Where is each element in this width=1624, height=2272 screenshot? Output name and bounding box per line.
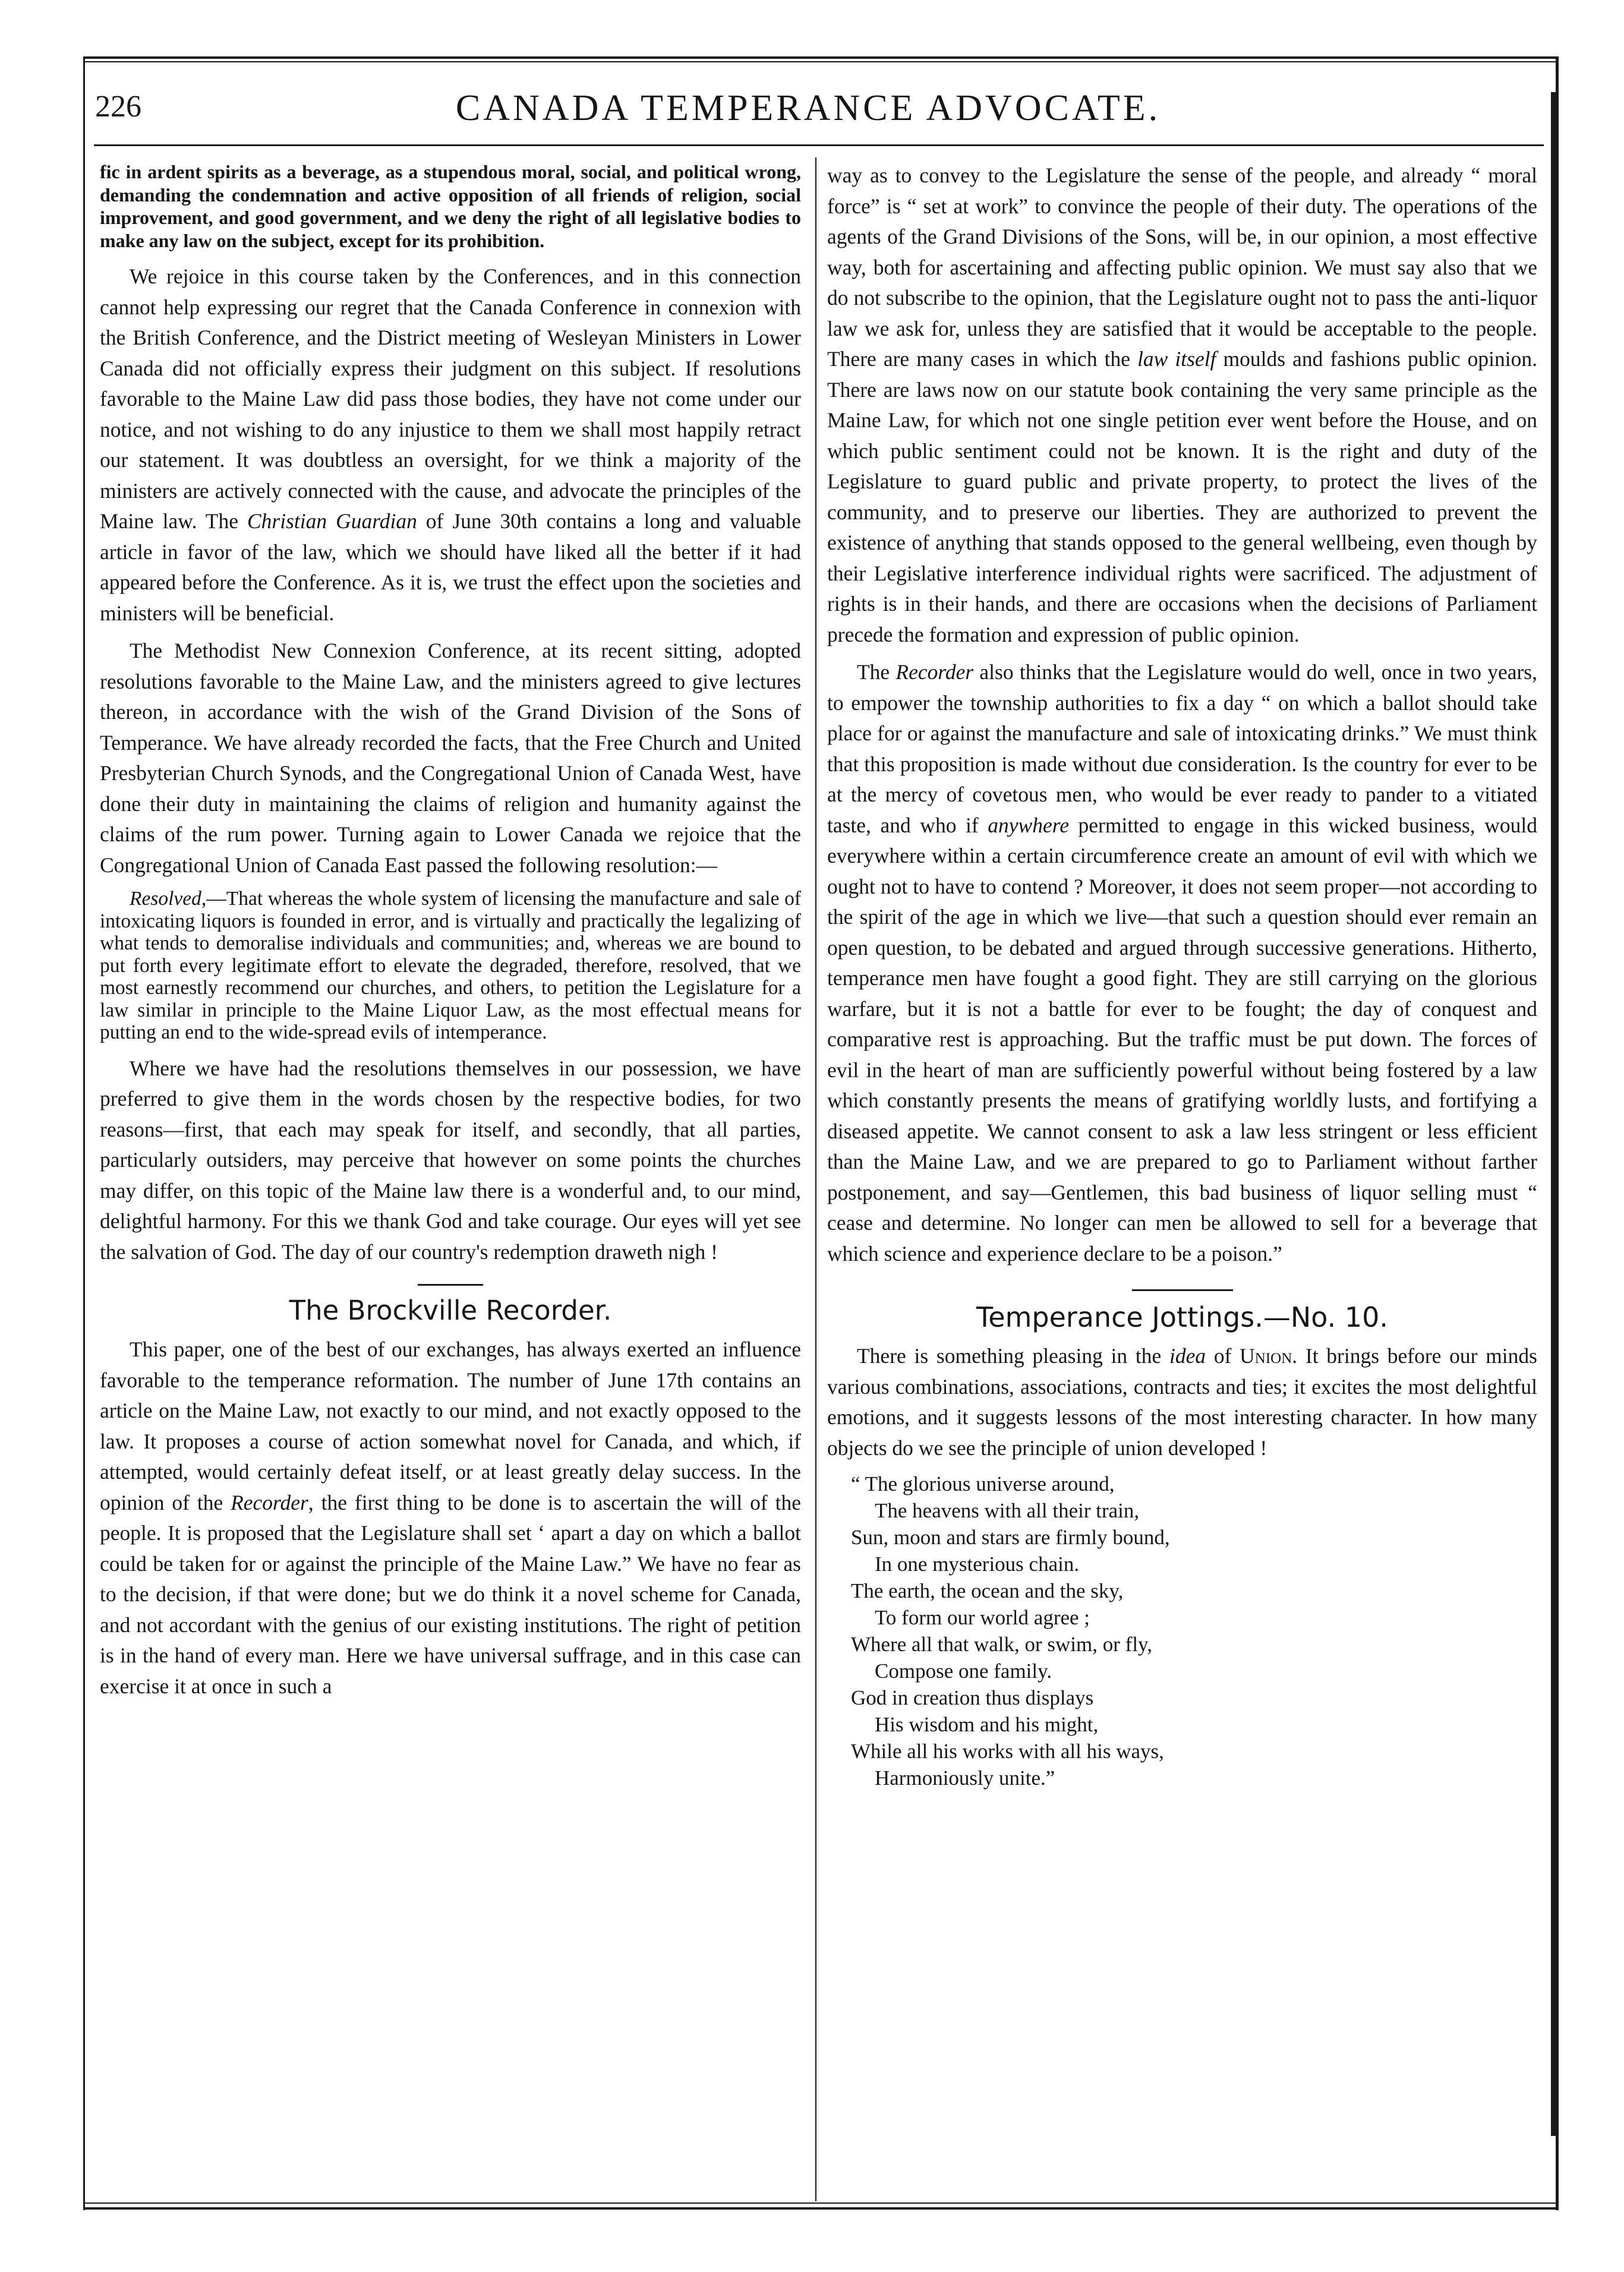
resolution-continuation: fic in ardent spirits as a beverage, as a stupendous moral, social, and political wrong, demanding the condemnation and active opposition of all friends of religion, social improvement, and good government, and we deny the right of all legislative bodies to make any law on the subject, except for its prohibition. — [100, 161, 801, 251]
jottings-text-a: There is something pleasing in the — [857, 1344, 1169, 1368]
jottings-text-c: . It brings before our minds various combinations, associations, contracts and ties; it excites the most delightful emotions, and it suggests lessons of the most interesting character. In how many objects do we see the principle of union developed ! — [827, 1344, 1537, 1460]
resolved-word: Resolved, — [130, 888, 207, 910]
poem-line: Harmoniously unite.” — [875, 1766, 1055, 1790]
recorder-word-right: Recorder — [895, 660, 974, 684]
newspaper-title: CANADA TEMPERANCE ADVOCATE. — [455, 88, 1161, 128]
right-paragraph-2 — [827, 657, 1537, 1269]
section-separator-right — [1132, 1289, 1233, 1291]
right-text-c: The — [857, 660, 896, 684]
recorder-word: Recorder — [231, 1490, 308, 1514]
jottings-text-b: of — [1206, 1344, 1240, 1368]
law-itself-word: law itself — [1137, 347, 1216, 371]
bottom-border-rule-inner — [83, 2202, 1557, 2204]
poem-line: In one mysterious chain. — [875, 1552, 1080, 1576]
idea-word: idea — [1169, 1344, 1206, 1368]
poem-line: To form our world agree ; — [875, 1606, 1090, 1629]
brockville-paragraph — [100, 1334, 801, 1702]
resolved-text: —That whereas the whole system of licensing the manufacture and sale of intoxicating liquors is founded in error, and is virtually and practically the legalizing of what tends to demoralise individuals and communities; and, whereas we are bound to put forth every legitimate effort to elevate the degraded, therefore, resolved, that we most earnestly recommend our churches, and others, to petition the Legislature for a law similar in principle to the Maine Liquor Law, as the most effectual means for putting an end to the wide-spread evils of intemperance. — [100, 888, 801, 1043]
resolved-paragraph — [100, 888, 801, 1044]
conferences-paragraph — [100, 261, 801, 629]
right-border-rule-thick — [1551, 92, 1556, 2136]
guardian-text: of June 30th contains a long and valuable article in favor of the law, which we should have liked all the better if it had appeared before the Conference. As it is, we trust the effect upon the societies and ministers will be beneficial. — [100, 509, 801, 625]
methodist-paragraph: The Methodist New Connexion Conference, at its recent sitting, adopted resolutions favorable to the Maine Law, and the ministers agreed to give lectures thereon, in accordance with the wish of the Grand Division of the Sons of Temperance. We have already recorded the facts, that the Free Church and United Presbyterian Church Synods, and the Congregational Union of Canada West, have done their duty in maintaining the claims of religion and humanity against the claims of the rum power. Turning again to Lower Canada we rejoice that the Congregational Union of Canada East passed the following resolution:— — [100, 639, 801, 877]
brockville-text-b: , the first thing to be done is to ascertain the will of the people. It is proposed that the Legislature shall set ‘ apart a day on which a ballot could be taken for or against the principle of the Maine Law.” We have no fear as to the decision, if that were done; but we do think it a novel scheme for Canada, and not accordant with the genius of our existing institutions. The right of petition is in the hand of every man. Here we have universal suffrage, and in this case can exercise it at once in such a — [100, 1490, 802, 1698]
poem-line: The heavens with all their train, — [875, 1499, 1140, 1522]
temperance-jottings-heading: Temperance Jottings.—No. 10. — [976, 1301, 1388, 1333]
right-text-a: way as to convey to the Legislature the sense of the people, and already “ moral force” is “ set at work” to convince the people of their duty. The operations of the agents of the Grand Divisions of the Sons, will be, in our opinion, a most effective way, both for ascertaining and affecting public opinion. We must say also that we do not subscribe to the opinion, that the Legislature ought not to pass the anti-liquor law we ask for, unless they are satisfied that it would be acceptable to the people. There are many cases in which the — [827, 163, 1537, 371]
anywhere-word: anywhere — [988, 813, 1069, 837]
top-border-rule — [83, 56, 1557, 59]
bottom-border-rule — [83, 2207, 1557, 2210]
poem-line: Sun, moon and stars are firmly bound, — [851, 1526, 1170, 1549]
conferences-text: We rejoice in this course taken by the Conferences, and in this connection cannot help expressing our regret that the Canada Conference in connexion with the British Conference, and the District meeting of Wesleyan Ministers in Lower Canada did not officially express their judgment on this subject. If resolutions favorable to the Maine Law did pass those bodies, they have not come under our notice, and not wishing to do any injustice to them we shall most happily retract our statement. It was doubtless an oversight, for we think a majority of the ministers are actively connected with the cause, and advocate the principles of the Maine law. The — [100, 264, 801, 533]
right-column — [827, 160, 1537, 1791]
christian-guardian-title: Christian Guardian — [247, 509, 417, 533]
poem-line: “ The glorious universe around, — [851, 1472, 1115, 1495]
brockville-recorder-heading: The Brockville Recorder. — [289, 1295, 612, 1326]
possession-paragraph: Where we have had the resolutions themselves in our possession, we have preferred to give them in the words chosen by the respective bodies, for two reasons—first, that each may speak for itself, and secondly, that all parties, particularly outsiders, may perceive that however on some points the churches may differ, on this topic of the Maine law there is a wonderful and, to our mind, delightful harmony. For this we thank God and take courage. Our eyes will yet see the salvation of God. The day of our country's redemption draweth nigh ! — [100, 1056, 801, 1264]
poem-line: The earth, the ocean and the sky, — [851, 1579, 1124, 1602]
jottings-paragraph — [827, 1341, 1537, 1463]
top-border-rule-inner — [83, 61, 1557, 62]
right-text-d: also thinks that the Legislature would do well, once in two years, to empower the township authorities to fix a day “ on which a ballot should take place for or against the manufacture and sale of intoxicating drinks.” We must think that this proposition is made without due consideration. Is the country for ever to be at the mercy of covetous men, who would be ever ready to pander to a vitiated taste, and who if — [827, 660, 1537, 837]
poem-line: God in creation thus displays — [851, 1686, 1094, 1709]
column-divider — [815, 157, 816, 2201]
newspaper-page — [83, 56, 1569, 2234]
page-number: 226 — [95, 90, 141, 124]
section-separator — [418, 1284, 483, 1286]
poem-line: His wisdom and his might, — [875, 1713, 1099, 1736]
right-text-b: moulds and fashions public opinion. There are laws now on our statute book containing the very same principle as the Maine Law, for which not one single petition ever went before the House, and on which public sentiment could not be known. It is the right and duty of the Legislature to guard public and private property, to protect the lives of the community, and to preserve our liberties. They are authorized to prevent the existence of anything that stands opposed to the general wellbeing, even though by their Legislative interference individual rights were sacrificed. The adjustment of rights is in their hands, and there are occasions when the decisions of Parliament precede the formation and expression of public opinion. — [827, 347, 1537, 646]
header-rule — [94, 144, 1544, 146]
poem-line: Where all that walk, or swim, or fly, — [851, 1633, 1153, 1656]
union-word: Union — [1240, 1344, 1292, 1368]
brockville-text-a: This paper, one of the best of our exchanges, has always exerted an influence favorable to the temperance reformation. The number of June 17th contains an article on the Maine Law, not exactly to our mind, and not exactly opposed to the law. It proposes a course of action somewhat novel for Canada, and which, if attempted, would certainly defeat itself, or at least greatly delay success. In the opinion of the — [100, 1337, 801, 1514]
left-column — [100, 160, 801, 1709]
poem-line: While all his works with all his ways, — [851, 1740, 1164, 1763]
right-text-e: permitted to engage in this wicked business, would everywhere within a certain circumference create an amount of evil with which we ought not to have to contend ? Moreover, it does not seem proper—not according to the spirit of the age in which we live—that such a question should ever remain an open question, to be debated and argued through successive generations. Hitherto, temperance men have fought a good fight. They are still carrying on the glorious warfare, but it is not a battle for ever to be fought; the day of conquest and comparative rest is approaching. But the traffic must be put down. The forces of evil in the heart of man are sufficiently powerful without being fostered by a law which constantly presents the means of gratifying worldly lusts, and fortifying a diseased appetite. We cannot consent to ask a law less stringent or less efficient than the Maine Law, and we are prepared to go to Parliament without farther postponement, and say—Gentlemen, this bad business of liquor selling must “ cease and determine. No longer can men be allowed to sell for a beverage that which science and experience declare to be a poison.” — [827, 813, 1537, 1266]
left-border-rule — [83, 56, 85, 2210]
poem-line: Compose one family. — [875, 1659, 1052, 1683]
right-border-rule — [1556, 56, 1559, 2210]
right-paragraph-1 — [827, 160, 1537, 650]
poem — [851, 1471, 1537, 1791]
